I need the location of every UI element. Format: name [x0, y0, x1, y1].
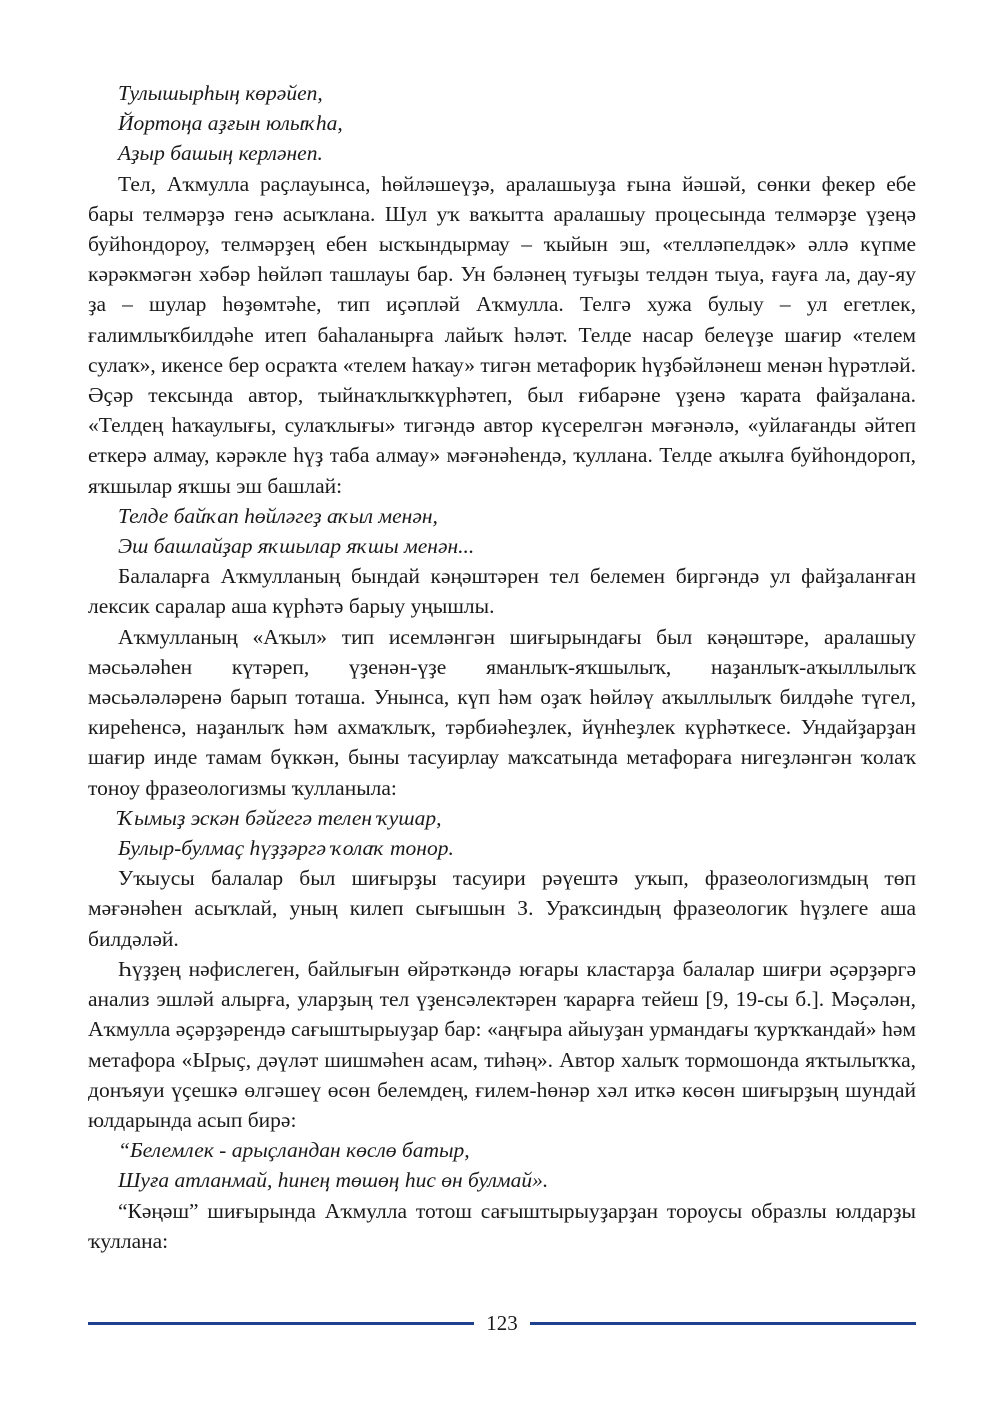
footer-rule-right — [530, 1322, 916, 1325]
paragraph: Тел, Аҡмулла раҫлауынса, һөйләшеүҙә, аралашыуҙа ғына йәшәй, сөнки фекер ебе бары телмәрҙә генә асыҡлана. Шул уҡ ваҡытта аралашыу процесында телмәрҙе үҙеңә буйһондороу, телмәрҙең ебен ысҡындырмау – ҡыйын эш, «телләпелдәк» әллә күпме кәрәкмәгән хәбәр һөйләп ташлауы бар. Ун бәләнең туғыҙы телдән тыуа, ғауға ла, дау-яу ҙа – шулар һөҙөмтәһе, тип иҫәпләй Аҡмулла. Телгә хужа булыу – ул егетлек, ғалимлыҡбилдәһе итеп баһаланырға лайыҡ һәләт. Телде насар белеүҙе шағир «телем сулаҡ», икенсе бер осраҡта «телем һаҡау» тигән метафорик һүҙбәйләнеш менән һүрәтләй. Әҫәр тексында автор, тыйнаҡлыҡкүрһәтеп, был ғибарәне үҙенә ҡарата файҙалана. «Телдең һаҡаулығы, сулаҡлығы» тигәндә автор күсерелгән мәғәнәлә, «уйлағанды әйтеп еткерә алмау, кәрәкле һүҙ таба алмау» мәғәнәһендә, ҡуллана. Телде аҡылға буйһондороп, яҡшылар яҡшы эш башлай: — [88, 171, 916, 498]
verse-line: Аҙыр башың керләнеп. — [118, 141, 323, 166]
footer-rule-left — [88, 1322, 474, 1325]
verse-line: Тулышырһың көрәйеп, — [118, 81, 323, 105]
verse-line: Телде байҡап һөйләгеҙ аҡыл менән, — [118, 503, 438, 528]
paragraph: “Кәңәш” шиғырында Аҡмулла тотош сағыштырыуҙарҙан тороусы образлы юлдарҙы ҡуллана: — [88, 1198, 916, 1253]
page-body — [88, 78, 916, 1256]
verse-line: “Белемлек - арыҫландан көслө батыр, — [118, 1138, 470, 1163]
paragraph: Уҡыусы балалар был шиғырҙы тасуири рәүештә уҡып, фразеологизмдың төп мәғәнәһен асыҡлай, уның килеп сығышын З. Ураҡсиндың фразеологик һүҙлеге аша билдәләй. — [88, 866, 916, 951]
page-footer — [88, 1308, 916, 1338]
paragraph: Һүҙҙең нәфислеген, байлығын өйрәткәндә юғары кластарҙа балалар шиғри әҫәрҙәргә анализ эшләй алырға, уларҙың тел үҙенсәлектәрен ҡарарға тейеш [9, 19-сы б.]. Мәҫәлән, Аҡмулла әҫәрҙәрендә сағыштырыуҙар бар: «аңғыра айыуҙан урмандағы ҡурҡҡандай» һәм метафора «Ырыҫ, дәүләт шишмәһен асам, тиһәң». Автор халыҡ тормошонда яҡтылыҡҡа, донъяуи үҫешкә өлгәшеү өсөн белемдең, ғилем-һөнәр хәл иткә көсөн шиғырҙың шундай юлдарында асып бирә: — [88, 956, 916, 1132]
verse-line: Ҡымыҙ эскән бәйгегә телен ҡушар, — [118, 805, 442, 830]
verse-line: Эш башлайҙар яҡшылар яҡшы менән... — [118, 534, 475, 559]
page-number: 123 — [486, 1310, 518, 1335]
verse-line: Булыр-булмаҫ һүҙҙәргә ҡолаҡ тонор. — [118, 836, 454, 861]
paragraph: Балаларға Аҡмулланың бындай кәңәштәрен тел белемен биргәндә ул файҙаланған лексик саралар аша күрһәтә барыу уңышлы. — [88, 564, 916, 619]
verse-line: Шуға атланмай, һинең төшөң һис өн булмай». — [118, 1168, 549, 1193]
paragraph: Аҡмулланың «Аҡыл» тип исемләнгән шиғырындағы был кәңәштәре, аралашыу мәсьәләһен күтәреп, үҙенән-үҙе яманлыҡ-яҡшылыҡ, наҙанлыҡ-аҡыллылыҡ мәсьәләләренә барып тоташа. Унынса, күп һәм оҙаҡ һөйләү аҡыллылыҡ билдәһе түгел, киреһенсә, наҙанлыҡ һәм ахмаҡлыҡ, тәрбиәһеҙлек, йүнһеҙлек күрһәткесе. Ундайҙарҙан шағир инде тамам бүккән, быны тасуирлау маҡсатында метафораға нигеҙләнгән ҡолаҡ тоноу фразеологизмы ҡулланыла: — [88, 624, 916, 800]
verse-line: Йортоңа аҙғын юлыҡһа, — [118, 111, 343, 136]
